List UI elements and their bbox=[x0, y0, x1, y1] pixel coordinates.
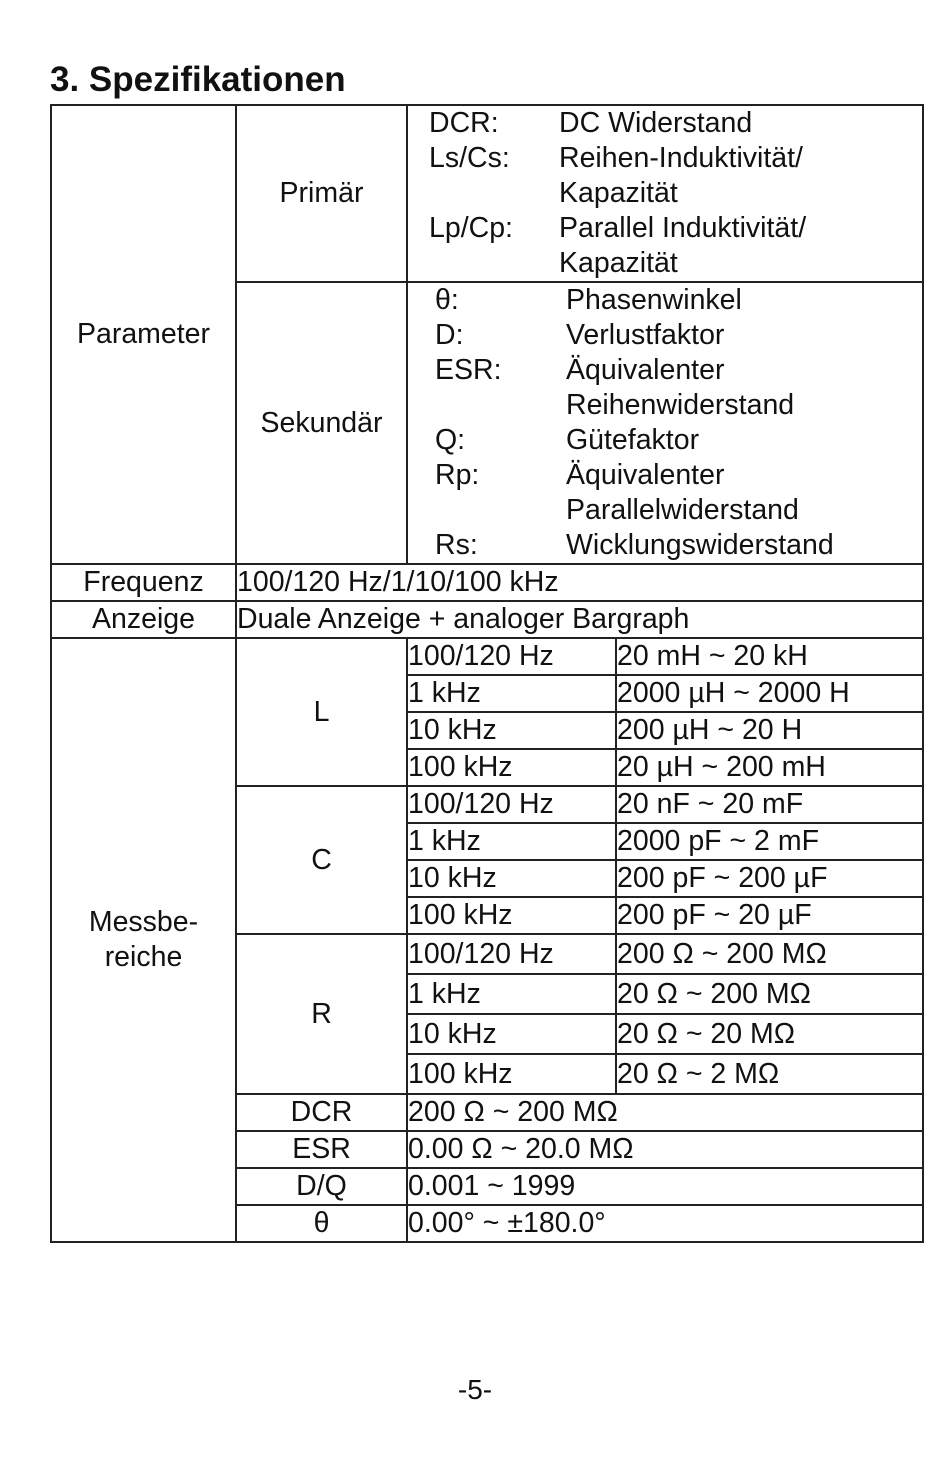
range-single-label: DCR bbox=[236, 1094, 407, 1131]
range-value: 20 Ω ~ 20 MΩ bbox=[616, 1014, 923, 1054]
range-value: 200 pF ~ 20 µF bbox=[616, 897, 923, 934]
range-value: 20 Ω ~ 2 MΩ bbox=[616, 1054, 923, 1094]
ranges-label-text: Messbe- reiche bbox=[88, 906, 199, 973]
range-frequency: 100 kHz bbox=[407, 1054, 616, 1094]
range-frequency: 100 kHz bbox=[407, 897, 616, 934]
table-row bbox=[51, 564, 923, 601]
range-value: 20 nF ~ 20 mF bbox=[616, 786, 923, 823]
range-value: 200 Ω ~ 200 MΩ bbox=[616, 934, 923, 974]
range-value: 20 Ω ~ 200 MΩ bbox=[616, 974, 923, 1014]
range-single-label: D/Q bbox=[236, 1168, 407, 1205]
secondary-key: Q: bbox=[435, 424, 466, 456]
range-single-value: 0.00° ~ ±180.0° bbox=[407, 1205, 923, 1242]
secondary-key: Rs: bbox=[435, 529, 478, 561]
range-value: 20 µH ~ 200 mH bbox=[616, 749, 923, 786]
primary-key: DCR: bbox=[429, 107, 499, 139]
range-frequency: 1 kHz bbox=[407, 675, 616, 712]
table-row bbox=[51, 638, 923, 675]
range-single-value: 0.001 ~ 1999 bbox=[407, 1168, 923, 1205]
range-value: 200 µH ~ 20 H bbox=[616, 712, 923, 749]
range-frequency: 10 kHz bbox=[407, 1014, 616, 1054]
range-frequency: 100/120 Hz bbox=[407, 934, 616, 974]
range-frequency: 100 kHz bbox=[407, 749, 616, 786]
range-frequency: 10 kHz bbox=[407, 712, 616, 749]
range-value: 200 pF ~ 200 µF bbox=[616, 860, 923, 897]
range-frequency: 1 kHz bbox=[407, 823, 616, 860]
range-single-value: 200 Ω ~ 200 MΩ bbox=[407, 1094, 923, 1131]
primary-value: Reihen-Induktivität/ Kapazität bbox=[559, 142, 803, 209]
secondary-value: Phasenwinkel bbox=[566, 284, 742, 316]
display-value: Duale Anzeige + analoger Bargraph bbox=[236, 601, 923, 638]
secondary-label: Sekundär bbox=[236, 282, 407, 564]
frequency-label: Frequenz bbox=[51, 564, 236, 601]
range-frequency: 100/120 Hz bbox=[407, 638, 616, 675]
table-row bbox=[51, 601, 923, 638]
secondary-key: ESR: bbox=[435, 354, 502, 386]
range-value: 2000 pF ~ 2 mF bbox=[616, 823, 923, 860]
range-group-label: C bbox=[236, 786, 407, 934]
secondary-key: θ: bbox=[435, 284, 459, 316]
primary-label: Primär bbox=[236, 105, 407, 282]
range-value: 2000 µH ~ 2000 H bbox=[616, 675, 923, 712]
secondary-value: Verlustfaktor bbox=[566, 319, 725, 351]
secondary-value: Gütefaktor bbox=[566, 424, 700, 456]
secondary-key: D: bbox=[435, 319, 464, 351]
display-label: Anzeige bbox=[51, 601, 236, 638]
secondary-value: Wicklungswiderstand bbox=[566, 529, 834, 561]
secondary-value: Äquivalenter Reihenwiderstand bbox=[566, 354, 795, 421]
primary-value: Parallel Induktivität/ Kapazität bbox=[559, 212, 807, 279]
primary-items bbox=[407, 105, 923, 282]
secondary-key: Rp: bbox=[435, 459, 480, 491]
range-single-value: 0.00 Ω ~ 20.0 MΩ bbox=[407, 1131, 923, 1168]
page-title: 3. Spezifikationen bbox=[50, 60, 346, 99]
range-single-label: θ bbox=[236, 1205, 407, 1242]
primary-key: Ls/Cs: bbox=[429, 142, 510, 174]
primary-key: Lp/Cp: bbox=[429, 212, 513, 244]
range-frequency: 1 kHz bbox=[407, 974, 616, 1014]
range-value: 20 mH ~ 20 kH bbox=[616, 638, 923, 675]
page-number: -5- bbox=[457, 1374, 493, 1405]
parameter-label: Parameter bbox=[51, 105, 236, 564]
ranges-label bbox=[51, 638, 236, 1242]
secondary-items bbox=[407, 282, 923, 564]
range-frequency: 10 kHz bbox=[407, 860, 616, 897]
range-group-label: R bbox=[236, 934, 407, 1094]
range-single-label: ESR bbox=[236, 1131, 407, 1168]
table-row bbox=[51, 105, 923, 282]
range-group-label: L bbox=[236, 638, 407, 786]
frequency-value: 100/120 Hz/1/10/100 kHz bbox=[236, 564, 923, 601]
specification-table bbox=[50, 104, 924, 1243]
secondary-value: Äquivalenter Parallelwiderstand bbox=[566, 459, 799, 526]
primary-value: DC Widerstand bbox=[559, 107, 753, 139]
range-frequency: 100/120 Hz bbox=[407, 786, 616, 823]
